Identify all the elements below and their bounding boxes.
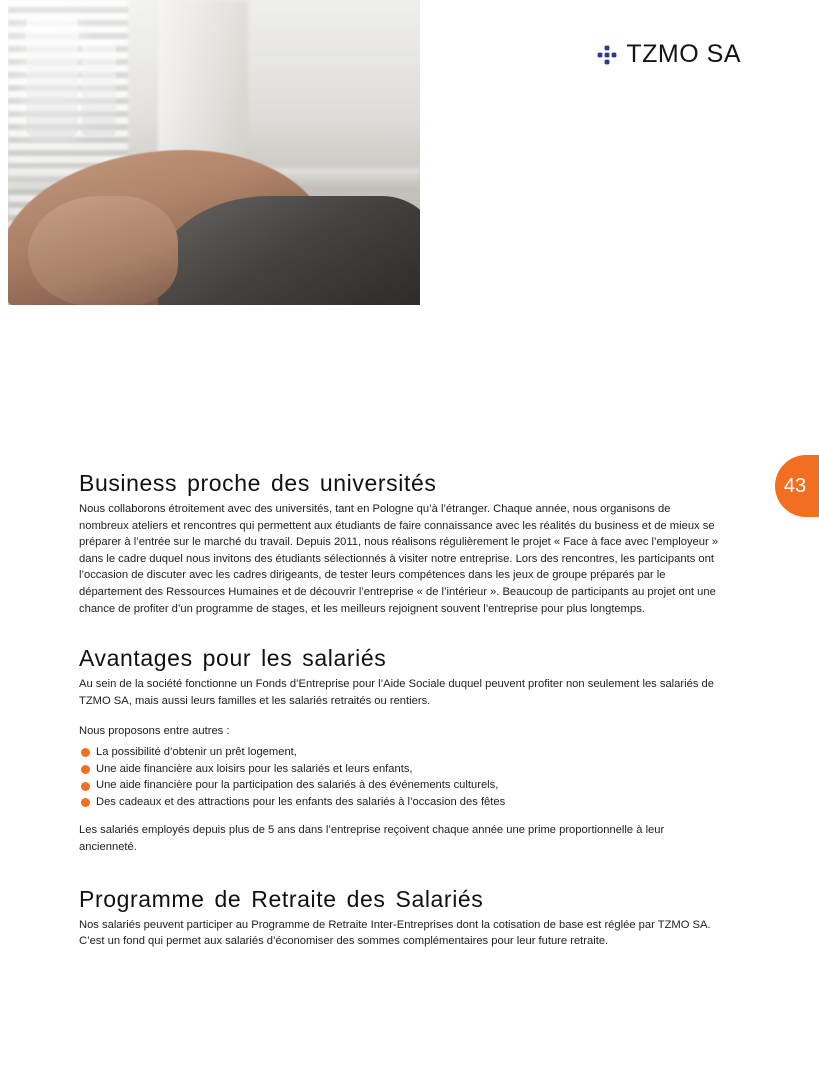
- section-title: Avantages pour les salariés: [79, 645, 387, 672]
- section-universities: [79, 470, 721, 617]
- benefits-list: [79, 744, 721, 810]
- tzmo-cross-icon: [597, 45, 617, 65]
- list-item: Des cadeaux et des attractions pour les enfants des salariés à l’occasion des fêtes: [79, 794, 721, 811]
- section-paragraph: Nos salariés peuvent participer au Programme de Retraite Inter-Entreprises dont la cotisation de base est réglée par TZMO SA. C’est un fond qui permet aux salariés d’économiser des sommes complémentaires pour leur future retraite.: [79, 918, 711, 948]
- list-item: Une aide financière pour la participation des salariés à des événements culturels,: [79, 777, 721, 794]
- page-number-badge: [775, 455, 819, 517]
- hero-image: [8, 0, 420, 305]
- section-paragraph: Au sein de la société fonctionne un Fonds d’Entreprise pour l’Aide Sociale duquel peuvent profiter non seulement les salariés de TZMO SA, mais aussi leurs familles et les salariés retraités ou rentiers.: [79, 678, 714, 707]
- page-number: 43: [783, 474, 807, 497]
- list-item: Une aide financière aux loisirs pour les salariés et leurs enfants,: [79, 761, 721, 778]
- section-paragraph: Nous collaborons étroitement avec des universités, tant en Pologne qu’à l’étranger. Chaque année, nous organisons de nombreux ateliers et rencontres qui permettent aux étudiants de faire connaissance avec les réalités du business et de mieux se préparer à l’entrée sur le marché du travail. Depuis 2011, nous réalisons régulièrement le projet « Face à face avec l’employeur » dans le cadre duquel nous invitons des étudiants sélectionnés à visiter notre entreprise. Lors des rencontres, les participants ont l’occasion de discuter avec les cadres dirigeants, de tester leurs compétences dans les jeux de groupe préparés par le département des Ressources Humaines et de découvrir l’entreprise « de l’intérieur ». Beaucoup de participants au projet ont une chance de profiter d’un programme de stages, et les meilleurs rejoignent souvent l’entreprise pour plus longtemps.: [79, 503, 719, 615]
- section-closing-paragraph: Les salariés employés depuis plus de 5 ans dans l’entreprise reçoivent chaque année une prime proportionnelle à leur ancienneté.: [79, 824, 665, 853]
- list-item: La possibilité d’obtenir un prêt logement,: [79, 744, 721, 761]
- page-content: [79, 470, 721, 972]
- hero-overlay-decor: [8, 0, 420, 305]
- brand-logo: [597, 40, 741, 69]
- brand-name: TZMO SA: [626, 40, 741, 68]
- spacer: [79, 810, 721, 822]
- section-title: Business proche des universités: [79, 470, 437, 496]
- section-paragraph: Nous proposons entre autres :: [79, 725, 230, 738]
- section-employee-benefits: [79, 645, 721, 855]
- section-title: Programme de Retraite des Salariés: [79, 885, 484, 912]
- section-retirement-programme: [79, 886, 721, 950]
